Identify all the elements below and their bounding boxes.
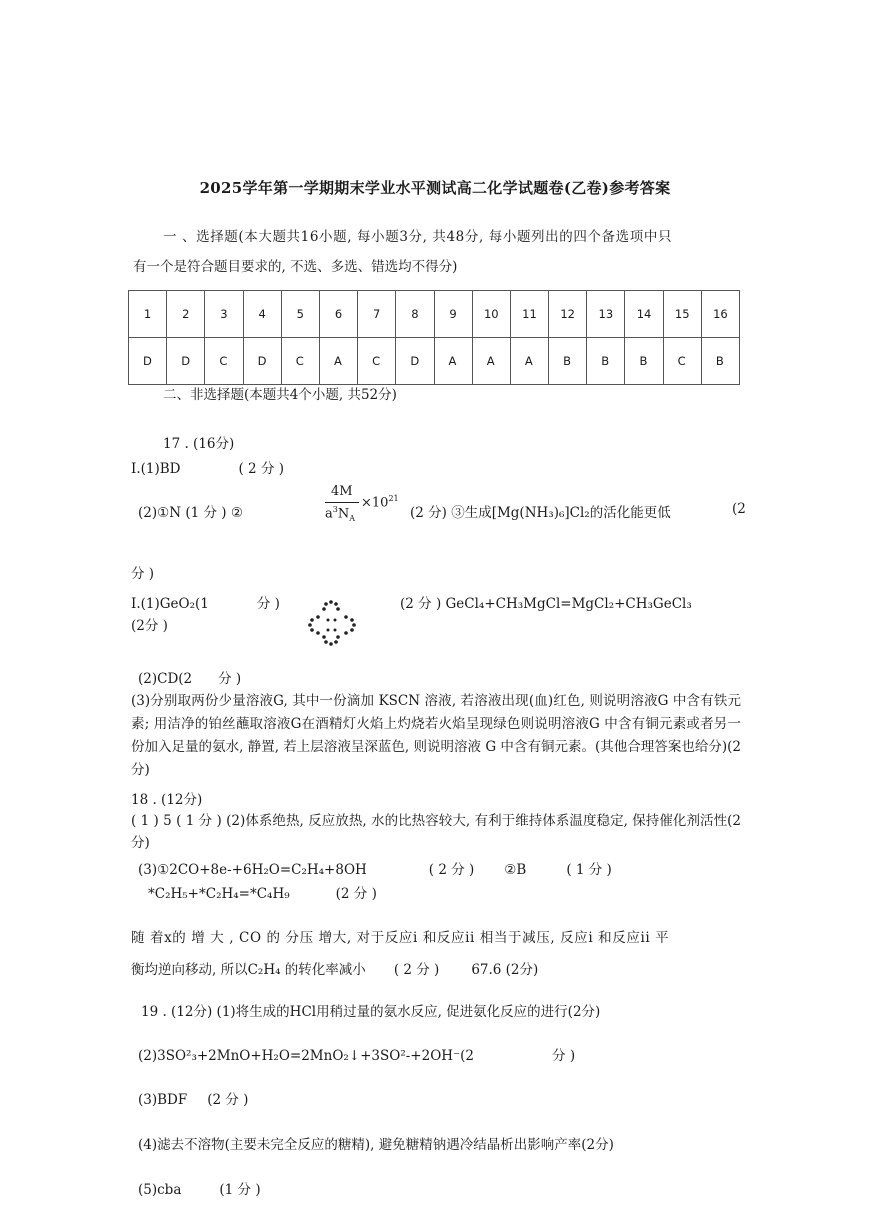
question-number-cell: 14 [625, 291, 663, 338]
q18-line5: 随 着x的 增 大 , CO 的 分压 增大, 对于反应i 和反应ii 相当于减压, 反应i 和反应ii 平 [131, 930, 670, 946]
question-number-cell: 16 [701, 291, 739, 338]
question-number-cell: 5 [281, 291, 319, 338]
q17-header: 17 . (16分) [163, 436, 235, 452]
question-number-cell: 3 [205, 291, 243, 338]
q19-l3-points: (2 分 ) [207, 1092, 249, 1108]
q19-line2 [138, 1044, 575, 1064]
q17-line4 [131, 592, 280, 612]
answer-cell: D [243, 338, 281, 385]
answer-cell: A [434, 338, 472, 385]
q18-part1-2-paragraph: ( 1 ) 5 ( 1 分 ) (2)体系绝热, 反应放热, 水的比热容较大, 有利于维持体系温度稳定, 保持催化剂活性(2分) [131, 813, 741, 851]
section1-instruction-line2: 有一个是符合题目要求的, 不选、多选、错选均不得分) [133, 259, 458, 275]
question-number-cell: 6 [319, 291, 357, 338]
question-number-cell: 1 [129, 291, 167, 338]
answer-cell: B [587, 338, 625, 385]
q18-line4 [148, 882, 377, 902]
q18-line6 [131, 958, 538, 978]
answer-table-answer-row [129, 338, 740, 385]
q18-l6-points: ( 2 分 ) [393, 962, 440, 978]
page-title: 2025学年第一学期期末学业水平测试高二化学试题卷(乙卷)参考答案 [199, 179, 671, 197]
answer-table [128, 290, 740, 385]
formula-multiplier: $\times 10^{21}$ [361, 494, 399, 511]
q17-l4-answer: I.(1)GeO₂(1 [131, 596, 209, 612]
q18-l3-points2: ( 1 分 ) [566, 862, 612, 878]
q19-l2-equation: (2)3SO²₃+2MnO+H₂O=2MnO₂↓+3SO²-+2OH⁻(2 [138, 1048, 475, 1064]
q17-line2-start: (2)①N (1 分 ) ② [138, 505, 243, 521]
answer-cell: A [472, 338, 510, 385]
q18-l3-points1: ( 2 分 ) [428, 862, 475, 878]
q18-l6-value: 67.6 (2分) [471, 962, 539, 978]
answer-cell: C [281, 338, 319, 385]
electron-dot-structure-icon [308, 600, 356, 646]
q18-header: 18 . (12分) [131, 792, 203, 808]
q17-line4-reaction: (2 分 ) GeCl₄+CH₃MgCl=MgCl₂+CH₃GeCl₃ [400, 596, 692, 612]
question-number-cell: 9 [434, 291, 472, 338]
q17-l6-points: 分 ) [218, 671, 242, 687]
q19-l3-answer: (3)BDF [138, 1092, 188, 1108]
fraction-bar [325, 502, 359, 503]
question-number-cell: 8 [396, 291, 434, 338]
q17-l1-answer: I.(1)BD [131, 461, 181, 477]
answer-cell: B [549, 338, 587, 385]
section2-heading: 二、非选择题(本题共4个小题, 共52分) [163, 387, 397, 403]
question-number-cell: 15 [663, 291, 701, 338]
q17-line2-end: (2 [732, 501, 746, 517]
q17-l4-points: 分 ) [256, 596, 280, 612]
formula-denominator: $a^3N_A$ [325, 505, 356, 523]
answer-cell: C [358, 338, 396, 385]
q17-line6 [138, 667, 241, 687]
answer-cell: A [319, 338, 357, 385]
answer-cell: A [510, 338, 548, 385]
q18-line3 [138, 858, 612, 878]
q17-l1-points: ( 2 分 ) [238, 461, 284, 477]
answer-cell: C [205, 338, 243, 385]
question-number-cell: 13 [587, 291, 625, 338]
q19-l5-answer: (5)cba [138, 1182, 182, 1198]
question-number-cell: 7 [358, 291, 396, 338]
answer-cell: D [396, 338, 434, 385]
q17-line5: (2分 ) [131, 618, 168, 634]
question-number-cell: 12 [549, 291, 587, 338]
q18-l6-text: 衡均逆向移动, 所以C₂H₄ 的转化率减小 [131, 962, 366, 978]
q19-line4: (4)滤去不溶物(主要未完全反应的糖精), 避免糖精钠遇冷结晶析出影响产率(2分) [138, 1137, 614, 1153]
answer-cell: D [129, 338, 167, 385]
section1-instruction-line1: 一 、选择题(本大题共16小题, 每小题3分, 共48分, 每小题列出的四个备选项中只 [163, 229, 673, 245]
q17-line1 [131, 457, 284, 477]
answer-cell: D [167, 338, 205, 385]
question-number-cell: 11 [510, 291, 548, 338]
answer-cell: B [625, 338, 663, 385]
answer-cell: B [701, 338, 739, 385]
question-number-cell: 2 [167, 291, 205, 338]
q18-l3-answer2: ②B [504, 862, 527, 878]
question-number-cell: 10 [472, 291, 510, 338]
q19-l5-points: (1 分 ) [219, 1182, 261, 1198]
answer-table-number-row [129, 291, 740, 338]
q19-line3 [138, 1088, 248, 1108]
q17-l6-answer: (2)CD(2 [138, 671, 193, 687]
q18-l3-equation: (3)①2CO+8e-+6H₂O=C₂H₄+8OH [138, 862, 367, 878]
q19-line5 [138, 1178, 261, 1198]
q17-part3-paragraph: (3)分别取两份少量溶液G, 其中一份滴加 KSCN 溶液, 若溶液出现(血)红色, 则说明溶液G 中含有铁元素; 用洁净的铂丝蘸取溶液G在酒精灯火焰上灼烧若火焰呈现绿色则说明溶液G 中含有铜元素或者另一份加入足量的氨水, 静置, 若上层溶液呈深蓝色, 则说明溶液 G 中含有铜元素。(其他合理答案也给分)(2分) [131, 693, 741, 778]
q18-l4-equation: *C₂H₅+*C₂H₄=*C₄H₉ [148, 886, 290, 902]
answer-cell: C [663, 338, 701, 385]
q19-line1: 19 . (12分) (1)将生成的HCl用稍过量的氨水反应, 促进氨化反应的进行(2分) [141, 1004, 601, 1020]
q17-line3: 分 ) [131, 566, 155, 582]
q19-l2-points: 分 ) [552, 1048, 576, 1064]
q18-l4-points: (2 分 ) [335, 886, 377, 902]
question-number-cell: 4 [243, 291, 281, 338]
formula-numerator: 4M [331, 484, 353, 499]
q17-line2-mid: (2 分) ③生成[Mg(NH₃)₆]Cl₂的活化能更低 [410, 505, 671, 521]
